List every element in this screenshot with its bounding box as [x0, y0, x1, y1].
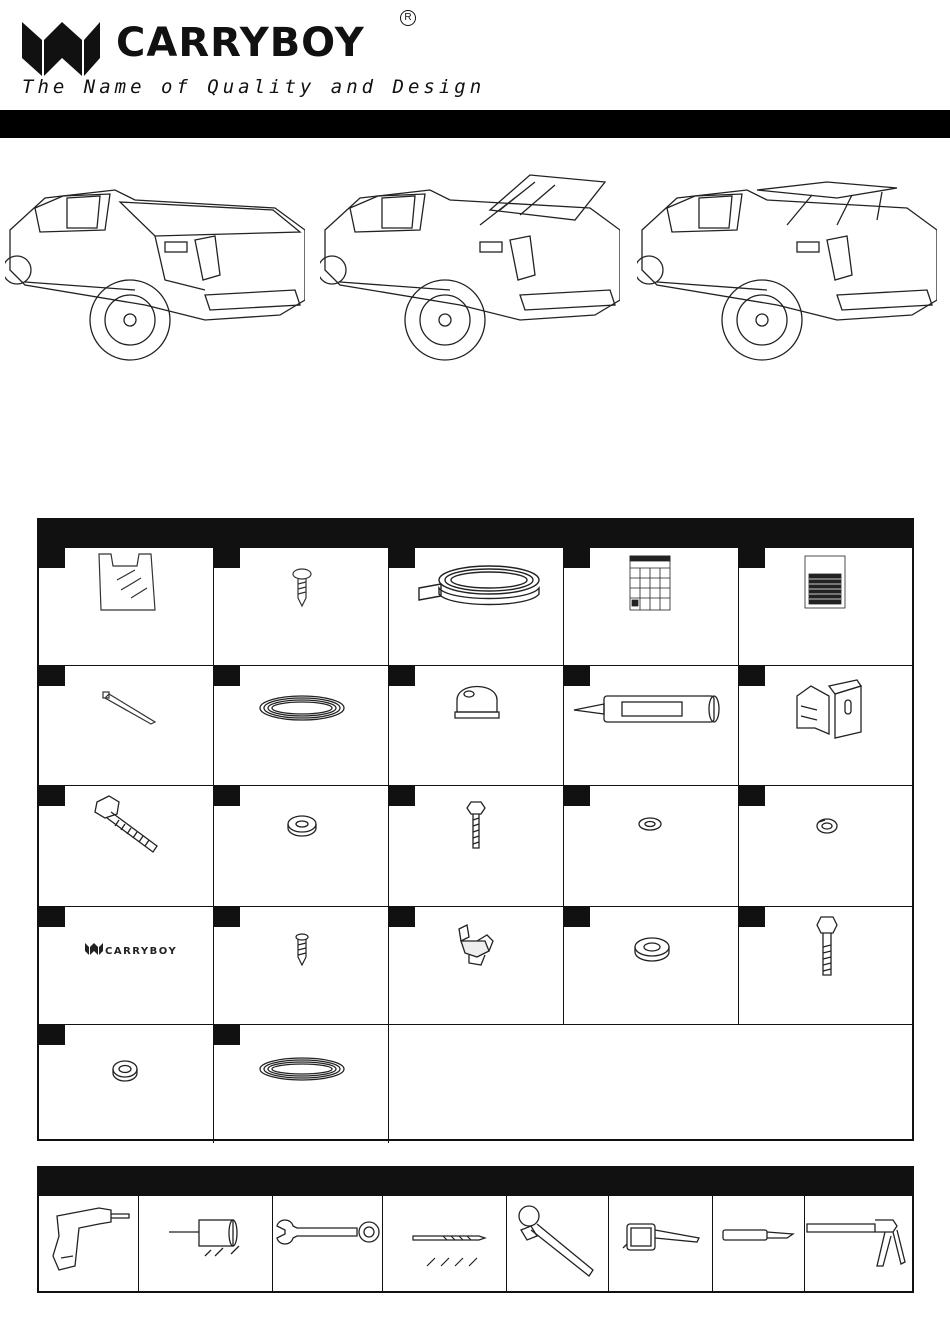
part-cell	[214, 1025, 389, 1143]
drill-bit-icon	[383, 1196, 507, 1291]
part-cell	[564, 786, 739, 907]
part-cell	[39, 666, 214, 786]
hex-bolt-icon	[389, 786, 564, 907]
part-cell	[39, 548, 214, 666]
plastic-bag-icon	[39, 548, 214, 666]
part-cell	[214, 666, 389, 786]
part-cell	[389, 548, 564, 666]
cover-closed-view	[5, 170, 305, 370]
rubber-cap-icon	[389, 666, 564, 786]
part-cell	[739, 548, 912, 666]
part-cell	[39, 907, 214, 1025]
mounting-bracket-icon	[739, 666, 912, 786]
instruction-sheet-icon	[564, 548, 739, 666]
part-cell	[214, 907, 389, 1025]
large-hex-bolt-icon	[39, 786, 214, 907]
tool-cell	[805, 1196, 912, 1291]
power-drill-icon	[39, 1196, 139, 1291]
tool-cell	[383, 1196, 507, 1291]
part-cell	[389, 907, 564, 1025]
socket-ratchet-icon	[507, 1196, 609, 1291]
part-cell	[39, 786, 214, 907]
small-washer-icon	[564, 786, 739, 907]
lock-washer-icon	[39, 1025, 214, 1143]
parts-table-header	[39, 520, 912, 548]
part-cell	[564, 548, 739, 666]
part-cell	[39, 1025, 214, 1143]
tool-cell	[39, 1196, 139, 1291]
registered-mark: R	[400, 10, 416, 26]
part-cell	[214, 548, 389, 666]
parts-table	[37, 518, 914, 1141]
wire-connector-clip-icon	[389, 907, 564, 1025]
rubber-seal-strip-roll-icon	[389, 548, 564, 666]
brand-logo	[20, 10, 486, 102]
wire-coil-icon	[214, 1025, 389, 1143]
brand-tagline: The Name of Quality and Design	[22, 76, 486, 98]
tools-table-header	[39, 1168, 912, 1196]
part-cell	[389, 666, 564, 786]
part-cell	[214, 786, 389, 907]
part-cell	[564, 666, 739, 786]
utility-knife-icon	[713, 1196, 805, 1291]
measuring-tape-icon	[609, 1196, 713, 1291]
tool-cell	[273, 1196, 383, 1291]
sealant-tube-icon	[564, 666, 739, 786]
header-band	[0, 110, 950, 138]
tool-cell	[139, 1196, 273, 1291]
emblem-text: CARRYBOY	[105, 946, 178, 957]
empty-cell	[389, 1025, 912, 1143]
part-cell	[739, 907, 912, 1025]
truck-views	[0, 170, 950, 370]
tools-table	[37, 1166, 914, 1293]
carryboy-logo-icon	[20, 18, 102, 76]
long-hex-bolt-icon	[739, 907, 912, 1025]
cover-half-open-view	[320, 170, 620, 370]
part-cell	[389, 786, 564, 907]
flat-washer-icon	[214, 786, 389, 907]
cover-open-view	[637, 170, 937, 370]
carryboy-emblem-icon	[39, 907, 214, 1025]
spring-washer-icon	[739, 786, 912, 907]
parts-list-sheet-icon	[739, 548, 912, 666]
tool-cell	[713, 1196, 805, 1291]
combination-wrench-icon	[273, 1196, 383, 1291]
thick-washer-icon	[564, 907, 739, 1025]
wood-screw-icon	[214, 907, 389, 1025]
brand-name: CARRYBOY	[116, 20, 365, 66]
hole-saw-icon	[139, 1196, 273, 1291]
tool-cell	[609, 1196, 713, 1291]
self-tapping-screw-icon	[214, 548, 389, 666]
caulking-gun-icon	[805, 1196, 912, 1291]
tool-cell	[507, 1196, 609, 1291]
part-cell	[564, 907, 739, 1025]
part-cell	[739, 786, 912, 907]
cable-tie-icon	[39, 666, 214, 786]
wire-coil-icon	[214, 666, 389, 786]
part-cell	[739, 666, 912, 786]
